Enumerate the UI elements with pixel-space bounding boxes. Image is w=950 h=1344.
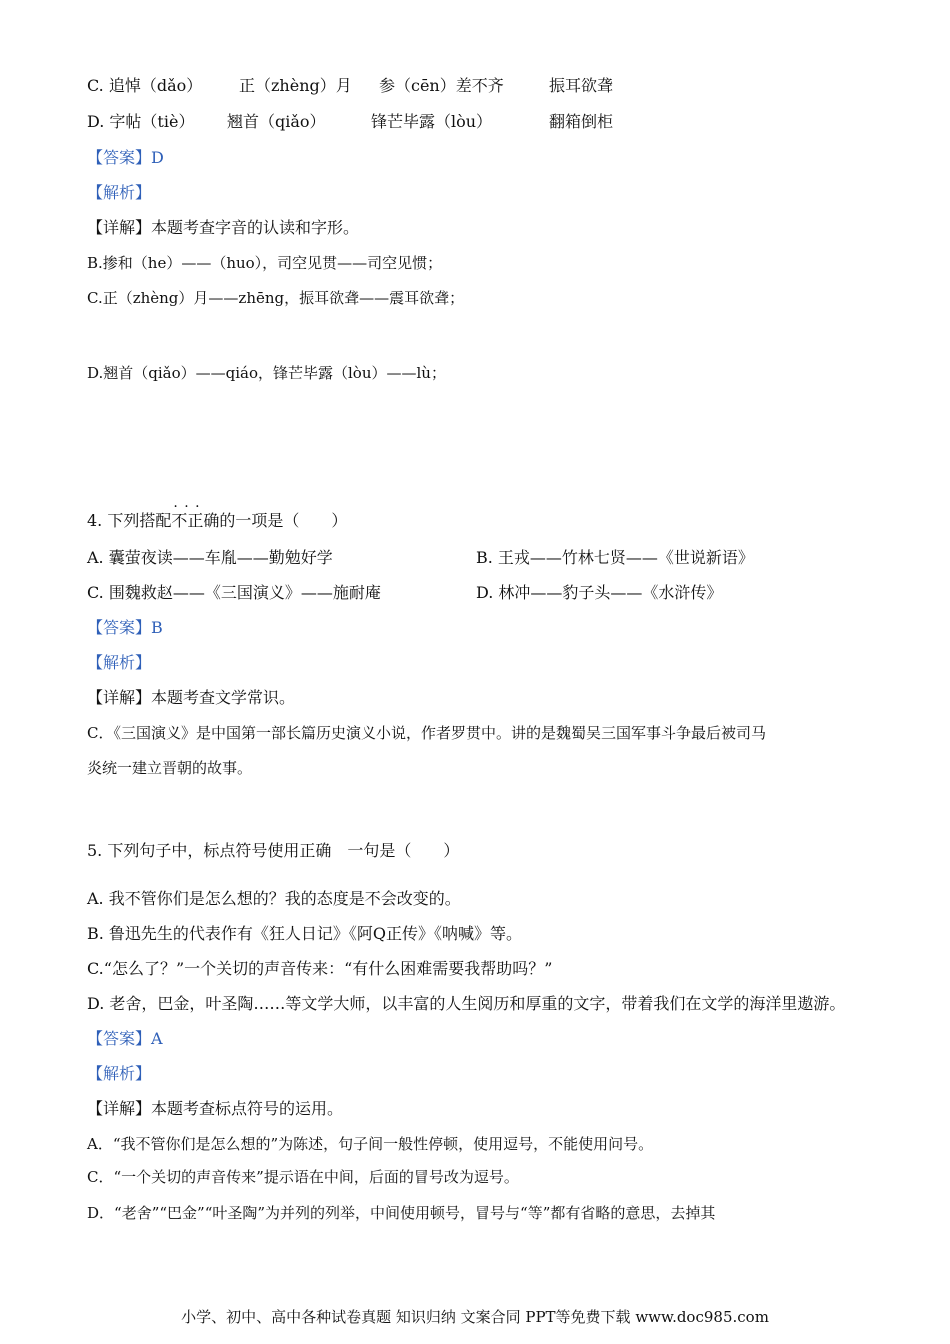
q5-detail: 【详解】本题考查标点符号的运用。 [87,1099,344,1118]
q4-explanation-c-line1: C．《三国演义》是中国第一部长篇历史演义小说，作者罗贯中。讲的是魏蜀吴三国军事斗争最后被司马 [87,724,766,742]
q5-stem: 5. 下列句子中，标点符号使用正确 一句是（ ） [87,841,460,860]
q3-detail: 【详解】本题考查字音的认读和字形。 [87,218,360,237]
q5-option-c: C.“怎么了？”一个关切的声音传来：“有什么困难需要我帮助吗？” [87,959,553,978]
q4-answer: 【答案】B [87,618,163,637]
q3-answer: 【答案】D [87,148,164,167]
q3-d-item-3: 锋芒毕露（lòu） [371,112,493,131]
q5-option-b: B. 鲁迅先生的代表作有《狂人日记》《阿Q正传》《呐喊》等。 [87,924,523,943]
q5-explanation-d: D．“老舍”“巴金”“叶圣陶”为并列的列举，中间使用顿号，冒号与“等”都有省略的意思，去掉其 [87,1204,716,1222]
q5-explanation-c: C．“一个关切的声音传来”提示语在中间，后面的冒号改为逗号。 [87,1168,519,1186]
q3-d-item-2: 翘首（qiǎo） [227,112,326,131]
q3-analysis-label: 【解析】 [87,183,152,202]
q3-c-item-3: 参（cēn）差不齐 [379,76,504,95]
q3-c-item-4: 振耳欲聋 [549,76,614,95]
q3-d-item-4: 翻箱倒柜 [549,112,614,131]
q4-option-d: D. 林冲——豹子头——《水浒传》 [476,583,723,602]
q4-stem-post: 的一项是（ ） [219,511,348,530]
q4-detail: 【详解】本题考查文学常识。 [87,688,296,707]
q4-option-c: C. 围魏救赵——《三国演义》——施耐庵 [87,583,381,602]
q4-explanation-c-line2: 炎统一建立晋朝的故事。 [87,759,253,777]
q3-explanation-b: B.掺和（he）——（huo），司空见贯——司空见惯； [87,254,443,272]
q5-option-d: D. 老舍，巴金，叶圣陶……等文学大师，以丰富的人生阅历和厚重的文字，带着我们在文学的海洋里遨游。 [87,994,846,1013]
page-footer: 小学、初中、高中各种试卷真题 知识归纳 文案合同 PPT等免费下载 www.doc985.com [181,1308,769,1326]
q4-option-b: B. 王戎——竹林七贤——《世说新语》 [476,548,754,567]
q4-stem-pre: 4. 下列搭配 [87,511,172,530]
q4-option-a: A. 囊萤夜读——车胤——勤勉好学 [87,548,333,567]
q3-d-item-1: D. 字帖（tiè） [87,112,195,131]
q5-analysis-label: 【解析】 [87,1064,152,1083]
q5-explanation-a: A．“我不管你们是怎么想的”为陈述，句子间一般性停顿，使用逗号，不能使用问号。 [87,1135,654,1153]
q5-answer: 【答案】A [87,1029,163,1048]
q3-explanation-c: C.正（zhèng）月——zhēng，振耳欲聋——震耳欲聋； [87,289,465,307]
q5-option-a: A. 我不管你们是怎么想的？我的态度是不会改变的。 [87,889,461,908]
q4-analysis-label: 【解析】 [87,653,152,672]
q3-explanation-d: D.翘首（qiǎo）——qiáo，锋芒毕露（lòu）——lù； [87,364,446,382]
q4-stem-emphasis: · · · 不正确 [171,511,219,531]
q4-stem [87,511,347,531]
q3-c-item-1: C. 追悼（dǎo） [87,76,203,95]
q3-c-item-2: 正（zhèng）月 [239,76,352,95]
